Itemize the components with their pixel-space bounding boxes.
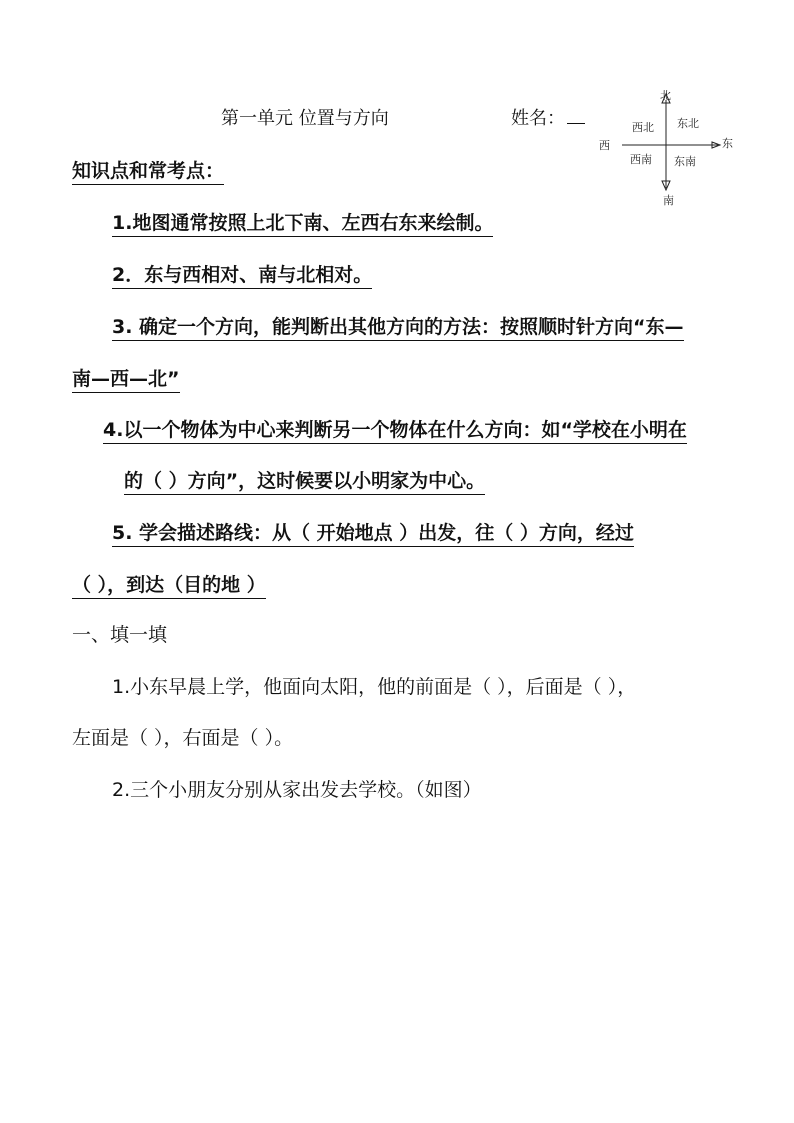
compass-northeast-label: 东北 (677, 117, 699, 130)
section-1-heading: 一、填一填 (72, 624, 168, 646)
compass-southwest-label: 西南 (630, 153, 652, 166)
page-title: 第一单元 位置与方向 (221, 108, 389, 129)
compass-southeast-label: 东南 (674, 155, 696, 168)
knowledge-point-4-line-1 (103, 415, 687, 442)
question-1-line-1: 1.小东早晨上学，他面向太阳，他的前面是（ ），后面是（ ）， (112, 676, 637, 698)
knowledge-point-3-line-1 (112, 312, 684, 339)
compass-west-label: 西 (599, 139, 610, 152)
knowledge-heading (72, 156, 224, 183)
knowledge-heading-text: 知识点和常考点： (72, 160, 224, 185)
knowledge-point-4-line-2 (124, 466, 485, 493)
name-label (511, 104, 585, 130)
compass-northwest-label: 西北 (632, 121, 654, 134)
knowledge-point-2-text: 2．东与西相对、南与北相对。 (112, 264, 372, 289)
compass-south-label: 南 (663, 194, 674, 207)
name-label-text: 姓名： (511, 108, 565, 129)
knowledge-point-5-line-2 (72, 570, 266, 597)
knowledge-point-2 (112, 260, 372, 287)
question-1-line-2: 左面是（ ），右面是（ ）。 (72, 727, 294, 749)
knowledge-point-5-line-1 (112, 518, 634, 545)
knowledge-point-1-text: 1.地图通常按照上北下南、左西右东来绘制。 (112, 212, 493, 237)
knowledge-point-4-line-1-text: 4.以一个物体为中心来判断另一个物体在什么方向：如“学校在小明在 (103, 419, 687, 444)
knowledge-point-4-line-2-text: 的（ ）方向”，这时候要以小明家为中心。 (124, 470, 485, 495)
knowledge-point-3-line-2-text: 南—西—北” (72, 368, 180, 393)
knowledge-point-1 (112, 208, 493, 235)
knowledge-point-3-line-1-text: 3. 确定一个方向，能判断出其他方向的方法：按照顺时针方向“东— (112, 316, 684, 341)
knowledge-point-3-line-2 (72, 364, 180, 391)
knowledge-point-5-line-2-text: （ ），到达（目的地 ） (72, 574, 266, 599)
compass-east-label: 东 (722, 137, 733, 150)
knowledge-point-5-line-1-text: 5. 学会描述路线：从（ 开始地点 ）出发，往（ ）方向，经过 (112, 522, 634, 547)
compass-north-label: 北 (660, 89, 671, 102)
question-2: 2.三个小朋友分别从家出发去学校。（如图） (112, 779, 482, 801)
compass-diagram (594, 86, 740, 208)
name-blank[interactable] (567, 107, 585, 124)
